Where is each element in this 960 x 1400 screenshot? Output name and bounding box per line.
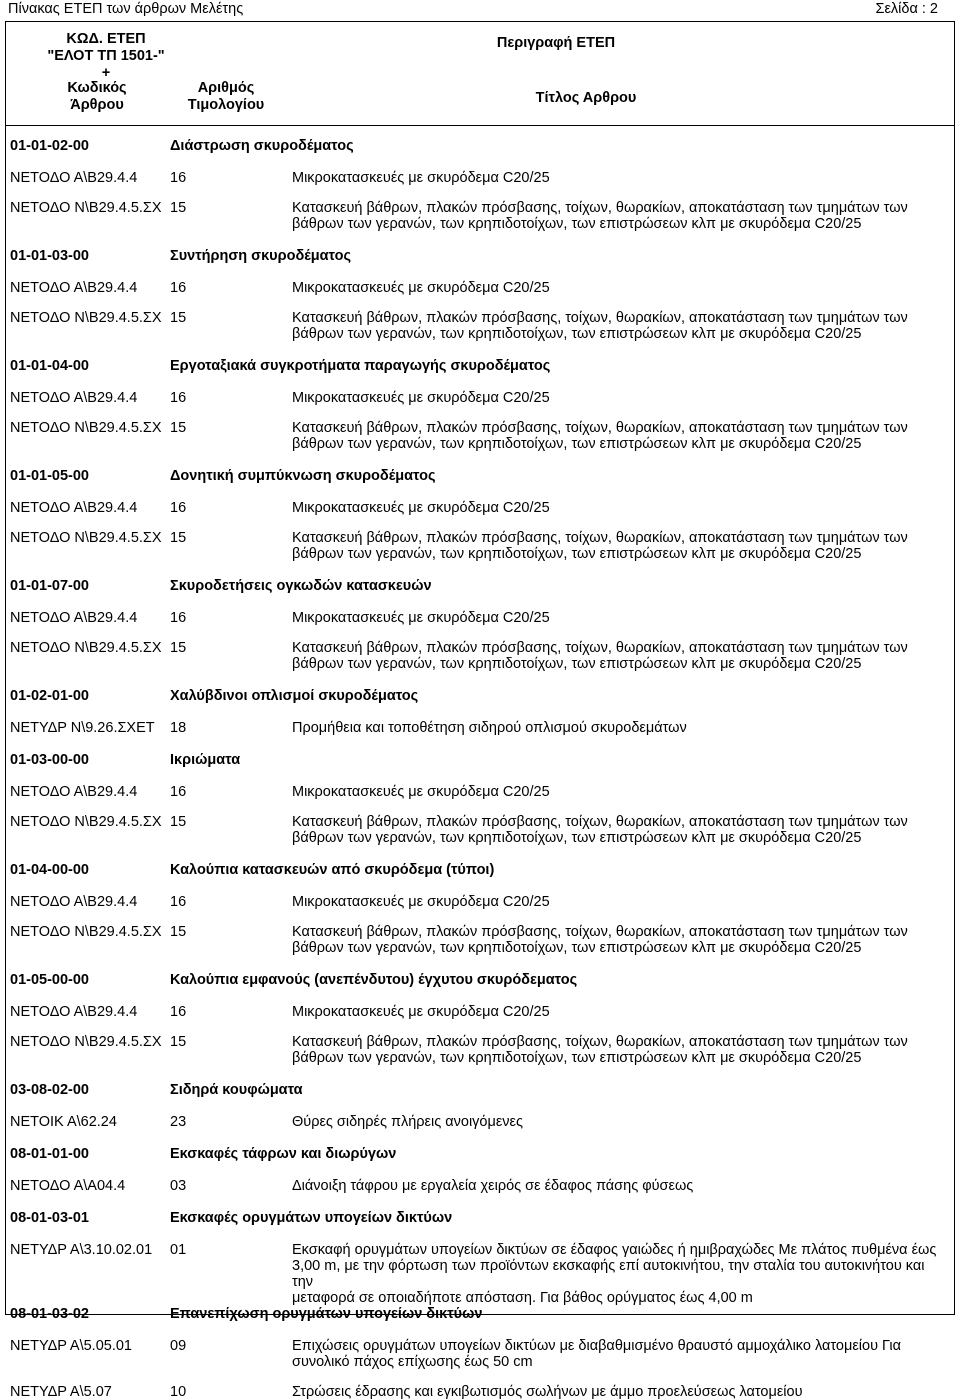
section-code: 08-01-01-00 xyxy=(10,1146,89,1162)
section-title: Δονητική συμπύκνωση σκυροδέματος xyxy=(170,468,436,484)
article-title-line: Μικροκατασκευές με σκυρόδεμα C20/25 xyxy=(292,500,550,516)
article-title-line: Μικροκατασκευές με σκυρόδεμα C20/25 xyxy=(292,280,550,296)
article-title-line: συνολικό πάχος επίχωσης έως 50 cm xyxy=(292,1354,533,1370)
invoice-number: 16 xyxy=(170,784,187,800)
article-code: ΝΕΤΟΔΟ Ν\Β29.4.5.ΣΧ xyxy=(10,310,162,326)
article-title-line: Κατασκευή βάθρων, πλακών πρόσβασης, τοίχων, θωρακίων, αποκατάσταση των τμημάτων των xyxy=(292,200,908,216)
invoice-number: 16 xyxy=(170,610,187,626)
section-code: 01-03-00-00 xyxy=(10,752,89,768)
page-number: Σελίδα : 2 xyxy=(875,1,938,17)
article-title xyxy=(292,1004,946,1020)
article-title xyxy=(292,280,946,296)
section-code: 01-02-01-00 xyxy=(10,688,89,704)
article-code: ΝΕΤΟΔΟ Ν\Β29.4.5.ΣΧ xyxy=(10,420,162,436)
section-title: Καλούπια κατασκευών από σκυρόδεμα (τύποι) xyxy=(170,862,495,878)
article-code: ΝΕΤΟΔΟ Α\Β29.4.4 xyxy=(10,390,138,406)
article-code: ΝΕΤΟΔΟ Α\Α04.4 xyxy=(10,1178,126,1194)
invoice-number: 15 xyxy=(170,1034,187,1050)
article-title-line: Διάνοιξη τάφρου με εργαλεία χειρός σε έδαφος πάσης φύσεως xyxy=(292,1178,694,1194)
etep-table xyxy=(5,21,955,1400)
article-code: ΝΕΤΥΔΡ Α\5.07 xyxy=(10,1384,112,1400)
invoice-number: 15 xyxy=(170,814,187,830)
section-code: 08-01-03-01 xyxy=(10,1210,89,1226)
article-title xyxy=(292,1034,946,1066)
section-title: Χαλύβδινοι οπλισμοί σκυροδέματος xyxy=(170,688,419,704)
header-arithmos: Αριθμός Τιμολογίου xyxy=(187,80,265,113)
article-code: ΝΕΤΟΔΟ Α\Β29.4.4 xyxy=(10,784,138,800)
article-title-line: Στρώσεις έδρασης και εγκιβωτισμός σωλήνων με άμμο προελεύσεως λατομείου xyxy=(292,1384,803,1400)
invoice-number: 15 xyxy=(170,310,187,326)
article-title-line: Μικροκατασκευές με σκυρόδεμα C20/25 xyxy=(292,170,550,186)
section-title: Σκυροδετήσεις ογκωδών κατασκευών xyxy=(170,578,432,594)
section-code: 01-01-03-00 xyxy=(10,248,89,264)
article-title-line: 3,00 m, με την φόρτωση των προϊόντων εκσκαφής επί αυτοκινήτου, την σταλία του αυτοκινήτου και την xyxy=(292,1258,925,1290)
article-code: ΝΕΤΟΔΟ Ν\Β29.4.5.ΣΧ xyxy=(10,1034,162,1050)
article-code: ΝΕΤΥΔΡ Α\5.05.01 xyxy=(10,1338,132,1354)
article-title xyxy=(292,310,946,342)
article-title xyxy=(292,814,946,846)
invoice-number: 18 xyxy=(170,720,187,736)
header-kodikos: Κωδικός Άρθρου xyxy=(67,80,127,113)
article-code: ΝΕΤΟΙΚ Α\62.24 xyxy=(10,1114,117,1130)
article-title-line: βάθρων των γερανών, των κρηπιδοτοίχων, των επιστρώσεων κλπ με σκυρόδεμα C20/25 xyxy=(292,216,862,232)
article-title-line: βάθρων των γερανών, των κρηπιδοτοίχων, των επιστρώσεων κλπ με σκυρόδεμα C20/25 xyxy=(292,830,862,846)
article-title-line: βάθρων των γερανών, των κρηπιδοτοίχων, των επιστρώσεων κλπ με σκυρόδεμα C20/25 xyxy=(292,326,862,342)
article-title xyxy=(292,1338,946,1370)
article-title xyxy=(292,1242,946,1306)
article-code: ΝΕΤΟΔΟ Α\Β29.4.4 xyxy=(10,1004,138,1020)
section-title: Εργοταξιακά συγκροτήματα παραγωγής σκυροδέματος xyxy=(170,358,551,374)
invoice-number: 15 xyxy=(170,924,187,940)
invoice-number: 15 xyxy=(170,530,187,546)
article-title xyxy=(292,500,946,516)
article-title xyxy=(292,530,946,562)
section-title: Καλούπια εμφανούς (ανεπένδυτου) έγχυτου σκυρόδεματος xyxy=(170,972,578,988)
invoice-number: 10 xyxy=(170,1384,187,1400)
article-title xyxy=(292,1384,946,1400)
page-header xyxy=(8,0,938,20)
article-title-line: Μικροκατασκευές με σκυρόδεμα C20/25 xyxy=(292,1004,550,1020)
article-title xyxy=(292,390,946,406)
article-code: ΝΕΤΟΔΟ Α\Β29.4.4 xyxy=(10,610,138,626)
section-title: Εκσκαφές ορυγμάτων υπογείων δικτύων xyxy=(170,1210,453,1226)
article-title-line: βάθρων των γερανών, των κρηπιδοτοίχων, των επιστρώσεων κλπ με σκυρόδεμα C20/25 xyxy=(292,546,862,562)
article-title-line: Κατασκευή βάθρων, πλακών πρόσβασης, τοίχων, θωρακίων, αποκατάσταση των τμημάτων των xyxy=(292,640,908,656)
article-title xyxy=(292,894,946,910)
article-code: ΝΕΤΟΔΟ Α\Β29.4.4 xyxy=(10,280,138,296)
article-title xyxy=(292,784,946,800)
section-code: 01-01-07-00 xyxy=(10,578,89,594)
invoice-number: 23 xyxy=(170,1114,187,1130)
section-code: 03-08-02-00 xyxy=(10,1082,89,1098)
invoice-number: 16 xyxy=(170,500,187,516)
section-code: 01-04-00-00 xyxy=(10,862,89,878)
article-title-line: Κατασκευή βάθρων, πλακών πρόσβασης, τοίχων, θωρακίων, αποκατάσταση των τμημάτων των xyxy=(292,530,908,546)
article-title xyxy=(292,610,946,626)
section-title: Συντήρηση σκυροδέματος xyxy=(170,248,352,264)
invoice-number: 16 xyxy=(170,894,187,910)
article-title-line: Κατασκευή βάθρων, πλακών πρόσβασης, τοίχων, θωρακίων, αποκατάσταση των τμημάτων των xyxy=(292,420,908,436)
article-title-line: Μικροκατασκευές με σκυρόδεμα C20/25 xyxy=(292,390,550,406)
article-title xyxy=(292,1178,946,1194)
invoice-number: 15 xyxy=(170,640,187,656)
section-title: Επανεπίχωση ορυγμάτων υπογείων δικτύων xyxy=(170,1306,483,1322)
article-title-line: βάθρων των γερανών, των κρηπιδοτοίχων, των επιστρώσεων κλπ με σκυρόδεμα C20/25 xyxy=(292,1050,862,1066)
invoice-number: 15 xyxy=(170,200,187,216)
article-title-line: Κατασκευή βάθρων, πλακών πρόσβασης, τοίχων, θωρακίων, αποκατάσταση των τμημάτων των xyxy=(292,924,908,940)
section-title: Ικριώματα xyxy=(170,752,241,768)
article-code: ΝΕΤΟΔΟ Ν\Β29.4.5.ΣΧ xyxy=(10,924,162,940)
invoice-number: 15 xyxy=(170,420,187,436)
article-title-line: Θύρες σιδηρές πλήρεις ανοιγόμενες xyxy=(292,1114,523,1130)
article-title-line: Κατασκευή βάθρων, πλακών πρόσβασης, τοίχων, θωρακίων, αποκατάσταση των τμημάτων των xyxy=(292,1034,908,1050)
invoice-number: 09 xyxy=(170,1338,187,1354)
header-titlos: Τίτλος Αρθρου xyxy=(535,90,637,106)
invoice-number: 16 xyxy=(170,390,187,406)
section-code: 01-01-05-00 xyxy=(10,468,89,484)
header-kod-etep: ΚΩΔ. ΕΤΕΠ "ΕΛΟΤ ΤΠ 1501-" + xyxy=(47,31,165,81)
article-code: ΝΕΤΟΔΟ Ν\Β29.4.5.ΣΧ xyxy=(10,640,162,656)
article-code: ΝΕΤΟΔΟ Ν\Β29.4.5.ΣΧ xyxy=(10,814,162,830)
article-title-line: μεταφορά σε οποιαδήποτε απόσταση. Για βάθος ορύγματος έως 4,00 m xyxy=(292,1290,753,1306)
article-title xyxy=(292,1114,946,1130)
section-code: 01-05-00-00 xyxy=(10,972,89,988)
section-code: 08-01-03-02 xyxy=(10,1306,89,1322)
section-title: Διάστρωση σκυροδέματος xyxy=(170,138,354,154)
article-title xyxy=(292,720,946,736)
header-divider xyxy=(6,125,954,126)
article-title-line: Επιχώσεις ορυγμάτων υπογείων δικτύων με διαβαθμισμένο θραυστό αμμοχάλικο λατομείου Για xyxy=(292,1338,901,1354)
article-code: ΝΕΤΟΔΟ Α\Β29.4.4 xyxy=(10,170,138,186)
invoice-number: 16 xyxy=(170,170,187,186)
article-title-line: Εκσκαφή ορυγμάτων υπογείων δικτύων σε έδαφος γαιώδες ή ημιβραχώδες Με πλάτος πυθμένα έως xyxy=(292,1242,937,1258)
article-title-line: βάθρων των γερανών, των κρηπιδοτοίχων, των επιστρώσεων κλπ με σκυρόδεμα C20/25 xyxy=(292,656,862,672)
article-title-line: Μικροκατασκευές με σκυρόδεμα C20/25 xyxy=(292,894,550,910)
article-title xyxy=(292,640,946,672)
invoice-number: 16 xyxy=(170,280,187,296)
article-title xyxy=(292,200,946,232)
section-code: 01-01-04-00 xyxy=(10,358,89,374)
document-title: Πίνακας ΕΤΕΠ των άρθρων Μελέτης xyxy=(8,1,244,17)
article-title-line: Προμήθεια και τοποθέτηση σιδηρού οπλισμού σκυροδεμάτων xyxy=(292,720,687,736)
article-title-line: Κατασκευή βάθρων, πλακών πρόσβασης, τοίχων, θωρακίων, αποκατάσταση των τμημάτων των xyxy=(292,310,908,326)
article-title xyxy=(292,170,946,186)
article-code: ΝΕΤΟΔΟ Α\Β29.4.4 xyxy=(10,500,138,516)
article-title-line: Μικροκατασκευές με σκυρόδεμα C20/25 xyxy=(292,784,550,800)
article-code: ΝΕΤΟΔΟ Ν\Β29.4.5.ΣΧ xyxy=(10,200,162,216)
header-perigrafi: Περιγραφή ΕΤΕΠ xyxy=(496,35,616,51)
section-code: 01-01-02-00 xyxy=(10,138,89,154)
article-title-line: Κατασκευή βάθρων, πλακών πρόσβασης, τοίχων, θωρακίων, αποκατάσταση των τμημάτων των xyxy=(292,814,908,830)
article-title-line: Μικροκατασκευές με σκυρόδεμα C20/25 xyxy=(292,610,550,626)
article-code: ΝΕΤΥΔΡ Α\3.10.02.01 xyxy=(10,1242,153,1258)
section-title: Εκσκαφές τάφρων και διωρύγων xyxy=(170,1146,397,1162)
article-title xyxy=(292,420,946,452)
article-code: ΝΕΤΥΔΡ Ν\9.26.ΣΧΕΤ xyxy=(10,720,155,736)
article-code: ΝΕΤΟΔΟ Α\Β29.4.4 xyxy=(10,894,138,910)
invoice-number: 01 xyxy=(170,1242,187,1258)
article-title-line: βάθρων των γερανών, των κρηπιδοτοίχων, των επιστρώσεων κλπ με σκυρόδεμα C20/25 xyxy=(292,436,862,452)
invoice-number: 16 xyxy=(170,1004,187,1020)
section-title: Σιδηρά κουφώματα xyxy=(170,1082,303,1098)
article-title-line: βάθρων των γερανών, των κρηπιδοτοίχων, των επιστρώσεων κλπ με σκυρόδεμα C20/25 xyxy=(292,940,862,956)
invoice-number: 03 xyxy=(170,1178,187,1194)
article-title xyxy=(292,924,946,956)
article-code: ΝΕΤΟΔΟ Ν\Β29.4.5.ΣΧ xyxy=(10,530,162,546)
